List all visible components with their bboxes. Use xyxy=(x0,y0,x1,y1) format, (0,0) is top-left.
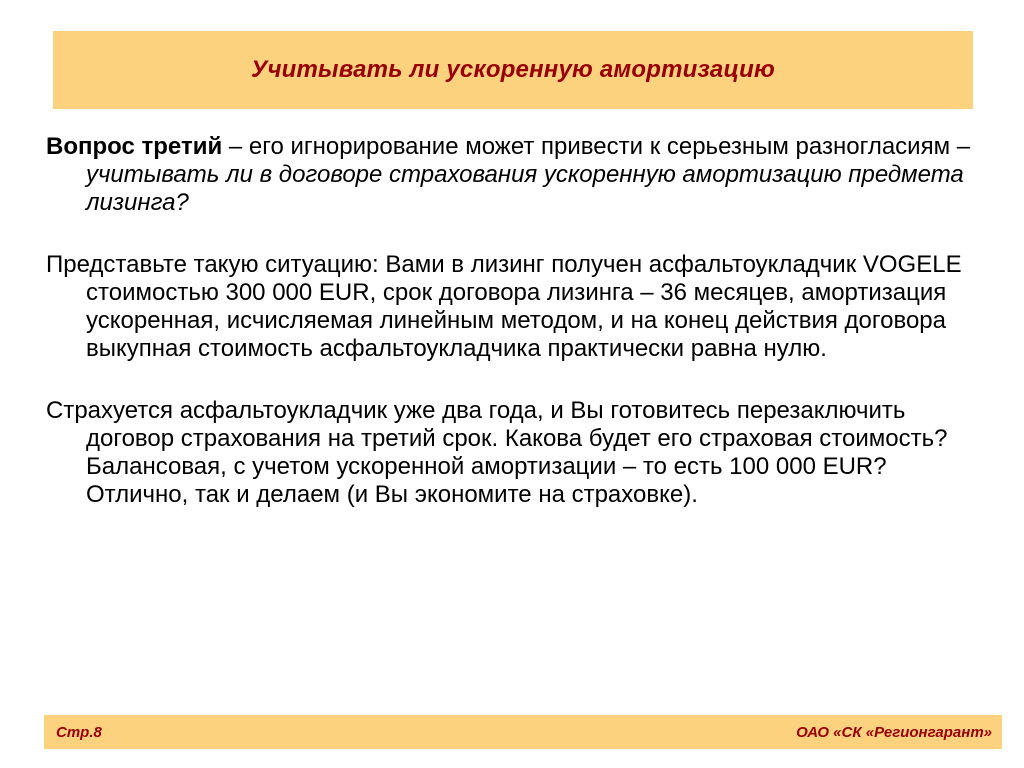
footer-bar xyxy=(44,715,1002,749)
paragraph-insurance: Страхуется асфальтоукладчик уже два года, и Вы готовитесь перезаключить договор страхования на третий срок. Какова будет его страховая стоимость? Балансовая, с учетом ускоренной амортизации – то есть 100 000 EUR? Отлично, так и делаем (и Вы экономите на страховке). xyxy=(46,397,948,508)
slide-body xyxy=(46,133,976,543)
title-bar xyxy=(53,31,973,109)
slide-title: Учитывать ли ускоренную амортизацию xyxy=(250,56,775,83)
company-name: ОАО «СК «Регионгарант» xyxy=(796,723,992,741)
page-number: Стр.8 xyxy=(56,723,102,741)
question-label: Вопрос третий xyxy=(46,133,223,160)
paragraph-situation: Представьте такую ситуацию: Вами в лизинг получен асфальтоукладчик VOGELE стоимостью 300 000 EUR, срок договора лизинга – 36 месяцев, амортизация ускоренная, исчисляемая линейным методом, и на конец действия договора выкупная стоимость асфальтоукладчика практически равна нулю. xyxy=(46,251,962,362)
paragraph-question-three xyxy=(46,133,976,217)
question-italic: учитывать ли в договоре страхования ускоренную амортизацию предмета лизинга? xyxy=(86,161,964,216)
question-text: – его игнорирование может привести к серьезным разногласиям – xyxy=(222,133,971,160)
